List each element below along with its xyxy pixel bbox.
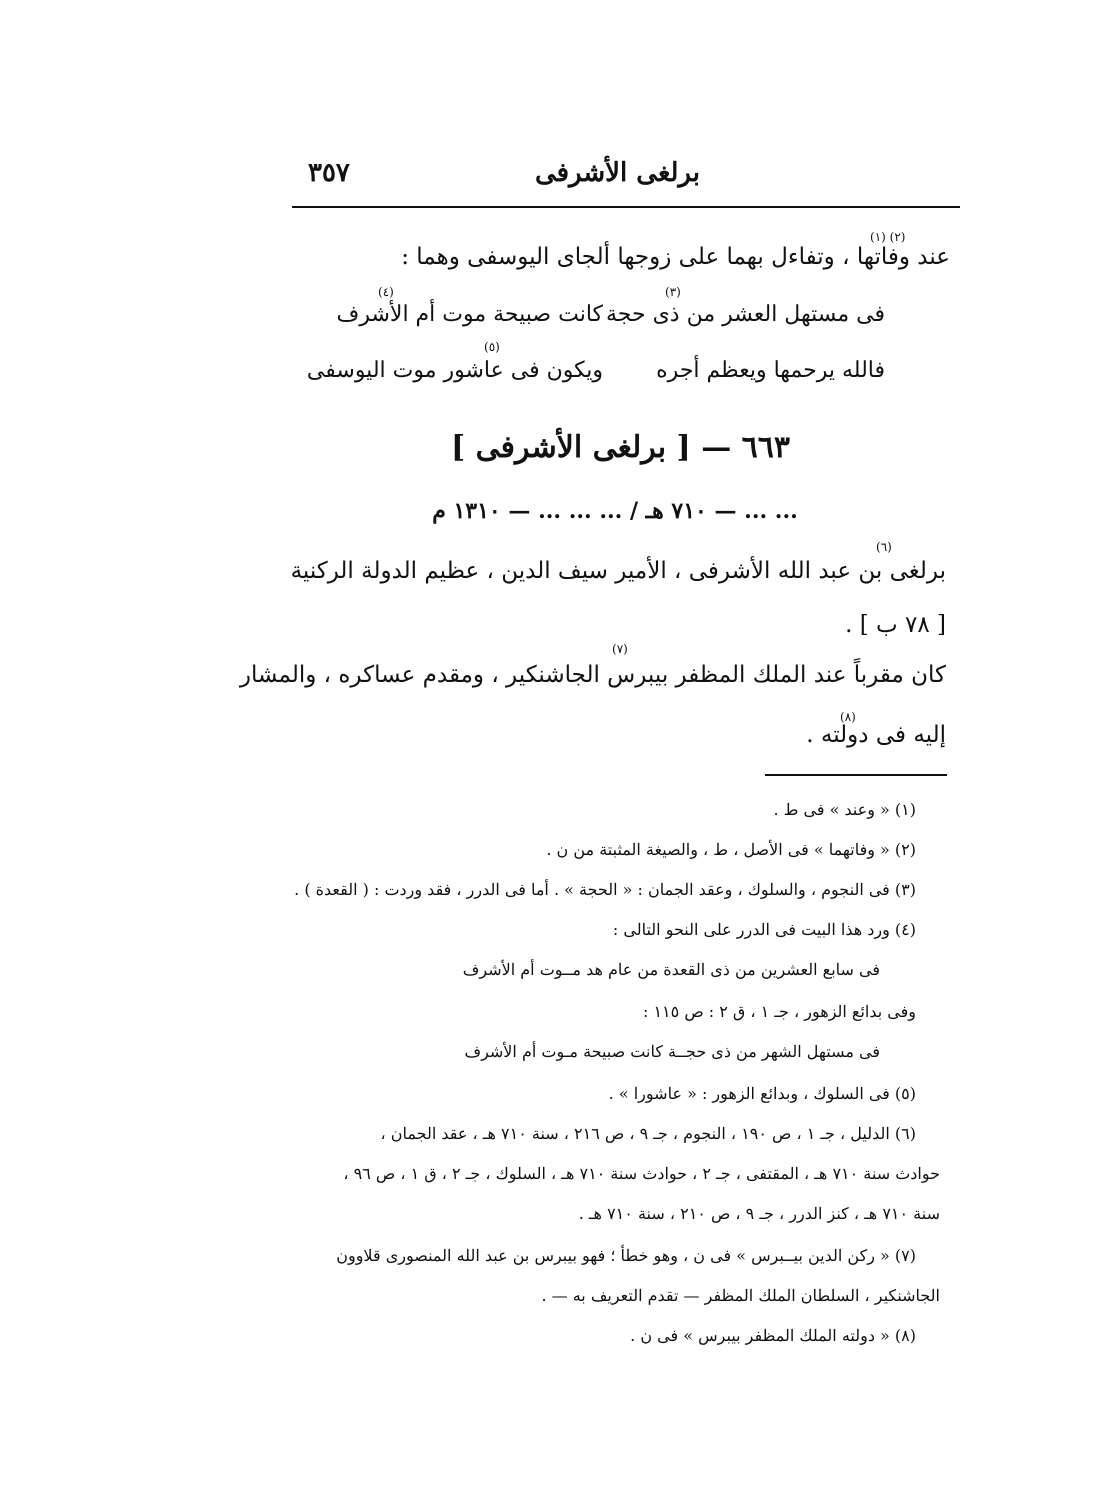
footnote-mark-3: (٣) — [665, 285, 681, 299]
entry-line-4: إليه فى دولته . — [806, 722, 946, 748]
verse1-left-hemistich: كانت صبيحة موت أم الأشرف — [336, 302, 603, 327]
entry-line-2: [ ٧٨ ب ] . — [845, 612, 946, 638]
page-number: ٣٥٧ — [308, 158, 350, 188]
footnote-7-line-2: الجاشنكير ، السلطان الملك المظفر — تقدم التعريف به — . — [541, 1286, 940, 1305]
footnote-rule — [765, 774, 947, 776]
footnote-4-verse-a: فى سابع العشرين من ذى القعدة من عام هد مــوت أم الأشرف — [462, 960, 880, 979]
body-line: عند وفاتها ، وتفاءل بهما على زوجها ألجاى اليوسفى وهما : — [401, 244, 950, 270]
verse2-right-hemistich: فالله يرحمها ويعظم أجره — [656, 358, 885, 383]
entry-dates: ... ... — ٧١٠ هـ / ... ... ... — ١٣١٠ م — [432, 498, 798, 524]
footnote-3: (٣) فى النجوم ، والسلوك ، وعقد الجمان : « الحجة » . أما فى الدرر ، فقد وردت : ( القعدة ) . — [294, 880, 916, 899]
footnote-8: (٨) « دولته الملك المظفر بيبرس » فى ن . — [630, 1326, 916, 1345]
footnote-mark-7: (٧) — [612, 642, 628, 656]
footnote-mark-6: (٦) — [876, 540, 892, 554]
header-rule — [292, 206, 960, 208]
verse1-right-hemistich: فى مستهل العشر من ذى حجة — [605, 302, 885, 327]
footnote-4-verse-b: فى مستهل الشهر من ذى حجــة كانت صبيحة مـوت أم الأشرف — [464, 1042, 880, 1061]
footnote-4: (٤) ورد هذا البيت فى الدرر على النحو التالى : — [612, 920, 916, 939]
entry-title: ٦٦٣ — [ برلغى الأشرفى ] — [451, 430, 790, 465]
footnote-mark-5: (٥) — [484, 340, 500, 354]
entry-line-1: برلغى بن عبد الله الأشرفى ، الأمير سيف الدين ، عظيم الدولة الركنية — [290, 558, 946, 584]
footnote-4-continued: وفى بدائع الزهور ، جـ ١ ، ق ٢ : ص ١١٥ : — [642, 1002, 916, 1021]
footnote-5: (٥) فى السلوك ، وبدائع الزهور : « عاشورا » . — [608, 1084, 916, 1103]
footnote-6-line-2: حوادث سنة ٧١٠ هـ ، المقتفى ، جـ ٢ ، حوادث سنة ٧١٠ هـ ، السلوك ، جـ ٢ ، ق ١ ، ص ٩٦ ، — [343, 1164, 940, 1183]
footnote-marks-line1: (٢) (١) — [870, 230, 906, 244]
entry-line-3: كان مقرباً عند الملك المظفر بيبرس الجاشنكير ، ومقدم عساكره ، والمشار — [239, 662, 946, 688]
verse2-left-hemistich: ويكون فى عاشور موت اليوسفى — [306, 358, 603, 383]
footnote-2: (٢) « وفاتهما » فى الأصل ، ط ، والصيغة المثبتة من ن . — [546, 840, 916, 859]
footnote-mark-4: (٤) — [378, 285, 394, 299]
running-title: برلغى الأشرفى — [534, 158, 700, 188]
footnote-1: (١) « وعند » فى ط . — [773, 800, 916, 819]
footnote-7-line-1: (٧) « ركن الدين بيــبرس » فى ن ، وهو خطأ ؛ فهو بيبرس بن عبد الله المنصورى قلاوون — [336, 1246, 916, 1265]
footnote-6-line-1: (٦) الدليل ، جـ ١ ، ص ١٩٠ ، النجوم ، جـ ٩ ، ص ٢١٦ ، سنة ٧١٠ هـ ، عقد الجمان ، — [380, 1124, 916, 1143]
footnote-mark-8: (٨) — [840, 710, 856, 724]
footnote-6-line-3: سنة ٧١٠ هـ ، كنز الدرر ، جـ ٩ ، ص ٢١٠ ، سنة ٧١٠ هـ . — [578, 1204, 940, 1223]
